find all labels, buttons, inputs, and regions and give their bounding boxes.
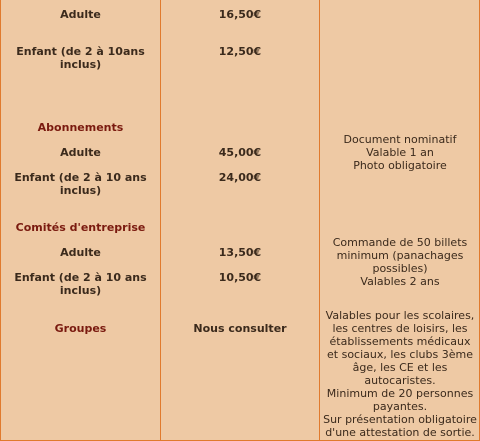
comites-note-line3: possibles) [372, 262, 428, 275]
comites-enfant-price: 10,50€ [218, 271, 262, 284]
section-title-groupes: Groupes [54, 322, 107, 335]
abonnements-note-line1: Document nominatif [343, 133, 457, 146]
comites-note-line4: Valables 2 ans [360, 275, 440, 288]
enfant-price: 12,50€ [218, 45, 262, 58]
groupes-note-line: Sur présentation obligatoire [323, 413, 477, 426]
section-title-comites: Comités d'entreprise [15, 221, 146, 234]
comites-adulte-price: 13,50€ [218, 246, 262, 259]
groupes-price: Nous consulter [193, 322, 287, 335]
abonnements-note-line3: Photo obligatoire [353, 159, 447, 172]
abonnements-adulte-label: Adulte [60, 146, 101, 159]
section-title-abonnements: Abonnements [37, 121, 124, 134]
comites-note-line2: minimum (panachages [336, 249, 464, 262]
column-divider [319, 0, 320, 440]
enfant-label [1, 45, 160, 71]
groupes-note-line: les centres de loisirs, les [332, 322, 468, 335]
comites-note-line1: Commande de 50 billets [332, 236, 468, 249]
comites-enfant-label-line2: inclus) [59, 284, 102, 297]
groupes-note-line: d'une attestation de sortie. [325, 426, 475, 439]
groupes-note-line: établissements médicaux [329, 335, 471, 348]
adulte-price: 16,50€ [218, 8, 262, 21]
groupes-note-line: et sociaux, les clubs 3ème [327, 348, 473, 361]
abonnements-note-line2: Valable 1 an [366, 146, 434, 159]
abonnements-adulte-price: 45,00€ [218, 146, 262, 159]
comites-enfant-label-line1: Enfant (de 2 à 10 ans [14, 271, 147, 284]
groupes-note-line: autocaristes. [364, 374, 436, 387]
groupes-note-line: Valables pour les scolaires, [325, 309, 475, 322]
enfant-label-line2: inclus) [59, 58, 102, 71]
abonnements-enfant-label [1, 171, 160, 197]
groupes-note-line: âge, les CE et les [352, 361, 448, 374]
groupes-note-line: payantes. [372, 400, 428, 413]
adulte-label: Adulte [60, 8, 101, 21]
groupes-note-line: Minimum de 20 personnes [326, 387, 474, 400]
comites-note [321, 236, 479, 288]
abonnements-note [321, 133, 479, 172]
comites-enfant-label [1, 271, 160, 297]
groupes-note [321, 309, 479, 439]
column-divider [160, 0, 161, 440]
abonnements-enfant-label-line2: inclus) [59, 184, 102, 197]
comites-adulte-label: Adulte [60, 246, 101, 259]
abonnements-enfant-price: 24,00€ [218, 171, 262, 184]
enfant-label-line1: Enfant (de 2 à 10ans [16, 45, 145, 58]
abonnements-enfant-label-line1: Enfant (de 2 à 10 ans [14, 171, 147, 184]
